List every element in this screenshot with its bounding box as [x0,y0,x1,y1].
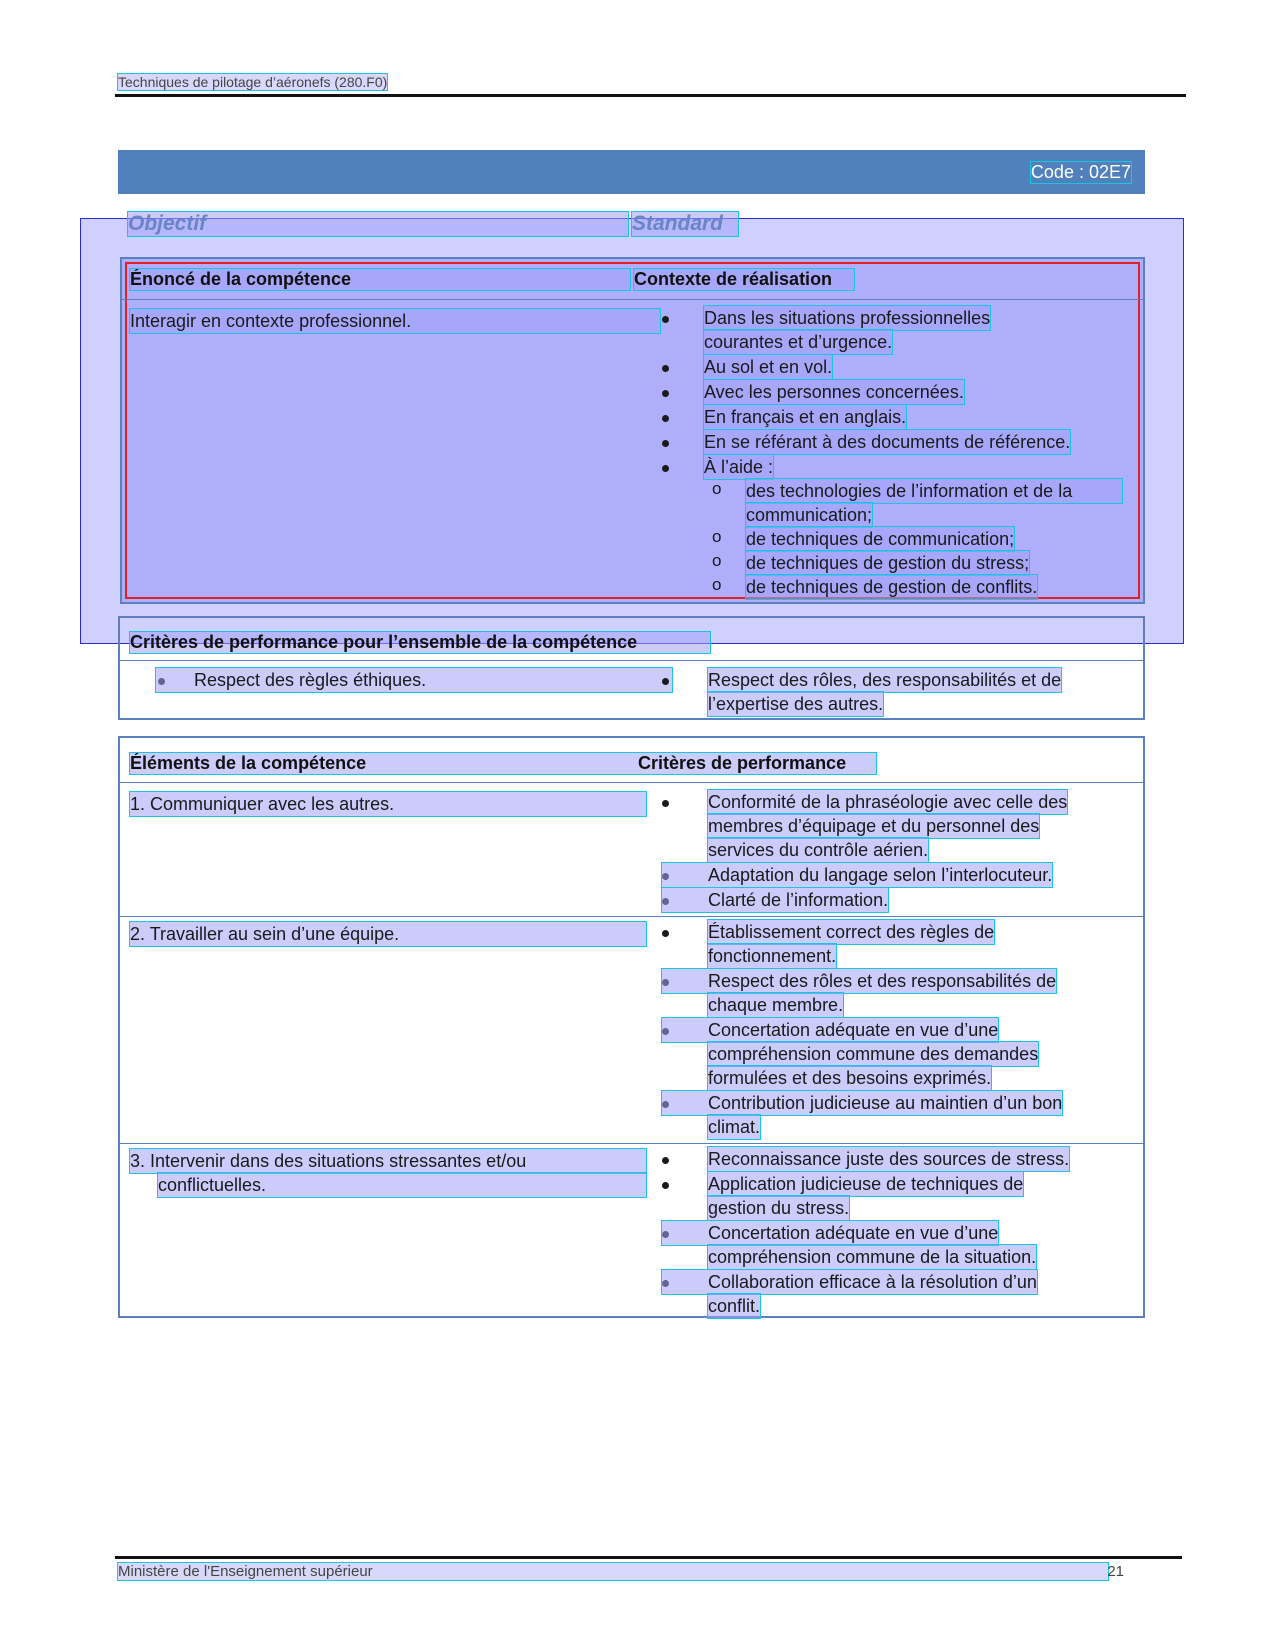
bullet [662,440,669,447]
footer-ministry: Ministère de l'Enseignement supérieur [118,1563,1108,1580]
context-item: À l’aide : [704,457,774,477]
header-rule [115,94,1186,97]
bullet [662,678,669,685]
context-item: Au sol et en vol. [704,357,833,377]
criterion-cont: compréhension commune des demandes [708,1044,1039,1064]
element-label: 3. Intervenir dans des situations stressantes et/ou [130,1149,646,1173]
context-sub-item-cont: communication; [746,505,873,525]
criterion-cont: compréhension commune de la situation. [708,1247,1037,1267]
code-bar [118,150,1145,194]
footer-rule [115,1556,1182,1559]
global-criterion-cont: l’expertise des autres. [708,694,884,714]
bullet [662,1182,669,1189]
sub-bullet: o [712,551,722,570]
criterion-cont: membres d’équipage et du personnel des [708,816,1040,836]
bullet [662,465,669,472]
element-label-cont: conflictuelles. [158,1173,646,1197]
bullet [662,930,669,937]
performance-heading: Critères de performance [638,753,847,773]
sub-bullet: o [712,479,722,498]
standard-title: Standard [632,212,738,236]
criterion: Respect des rôles et des responsabilités de [662,969,1056,993]
sub-bullet: o [712,575,722,594]
row-separator [120,916,1143,917]
context-sub-item: de techniques de gestion de conflits. [746,577,1038,597]
criterion: Concertation adéquate en vue d’une [662,1018,998,1042]
criterion: Établissement correct des règles de [708,922,995,942]
statement-box [120,257,1145,604]
competency-statement: Interagir en contexte professionnel. [130,309,660,333]
context-item: Avec les personnes concernées. [704,382,964,402]
global-criteria-box [118,616,1145,720]
context-item: En français et en anglais. [704,407,907,427]
elements-box [118,736,1145,1318]
bullet [662,800,669,807]
criterion-cont: climat. [708,1117,761,1137]
global-criterion: Respect des rôles, des responsabilités et de [708,670,1062,690]
criterion: Application judicieuse de techniques de [708,1174,1024,1194]
competency-code: Code : 02E7 [1030,162,1131,182]
global-criterion: Respect des règles éthiques. [156,668,672,692]
criterion: Contribution judicieuse au maintien d’un bon [662,1091,1062,1115]
statement-heading: Énoncé de la compétence [130,269,630,290]
bullet [662,390,669,397]
criterion: Collaboration efficace à la résolution d’un [662,1270,1037,1294]
bullet [662,365,669,372]
elements-heading: Éléments de la compétence [130,753,876,774]
criterion: Conformité de la phraséologie avec celle des [708,792,1068,812]
criterion-cont: gestion du stress. [708,1198,850,1218]
sub-bullet: o [712,527,722,546]
page-number: 21 [1107,1563,1124,1580]
global-criteria-head [120,618,1143,661]
global-criteria-heading: Critères de performance pour l’ensemble de la compétence [130,632,710,653]
context-item: Dans les situations professionnelles [704,308,991,328]
running-header: Techniques de pilotage d’aéronefs (280.F0) [118,74,388,90]
elements-head [120,738,1143,783]
context-sub-item: de techniques de gestion du stress; [746,553,1030,573]
criterion-cont: services du contrôle aérien. [708,840,929,860]
criterion-cont: fonctionnement. [708,946,837,966]
row-separator [120,1143,1143,1144]
criterion: Concertation adéquate en vue d’une [662,1221,998,1245]
bullet [662,1157,669,1164]
criterion-cont: conflit. [708,1296,761,1316]
context-sub-item: de techniques de communication; [746,529,1015,549]
context-heading: Contexte de réalisation [634,269,854,290]
criterion-cont: chaque membre. [708,995,844,1015]
context-sub-item: des technologies de l’information et de la [746,479,1122,503]
criterion-cont: formulées et des besoins exprimés. [708,1068,992,1088]
context-item: En se référant à des documents de référence. [704,432,1071,452]
bullet [662,415,669,422]
context-item-cont: courantes et d’urgence. [704,332,893,352]
criterion: Reconnaissance juste des sources de stress. [708,1149,1070,1169]
element-label: 2. Travailler au sein d’une équipe. [130,922,646,946]
criterion: Clarté de l’information. [662,888,888,912]
statement-head [122,259,1143,300]
element-label: 1. Communiquer avec les autres. [130,792,646,816]
objective-title: Objectif [128,212,628,236]
bullet [662,316,669,323]
criterion: Adaptation du langage selon l’interlocuteur. [662,863,1052,887]
